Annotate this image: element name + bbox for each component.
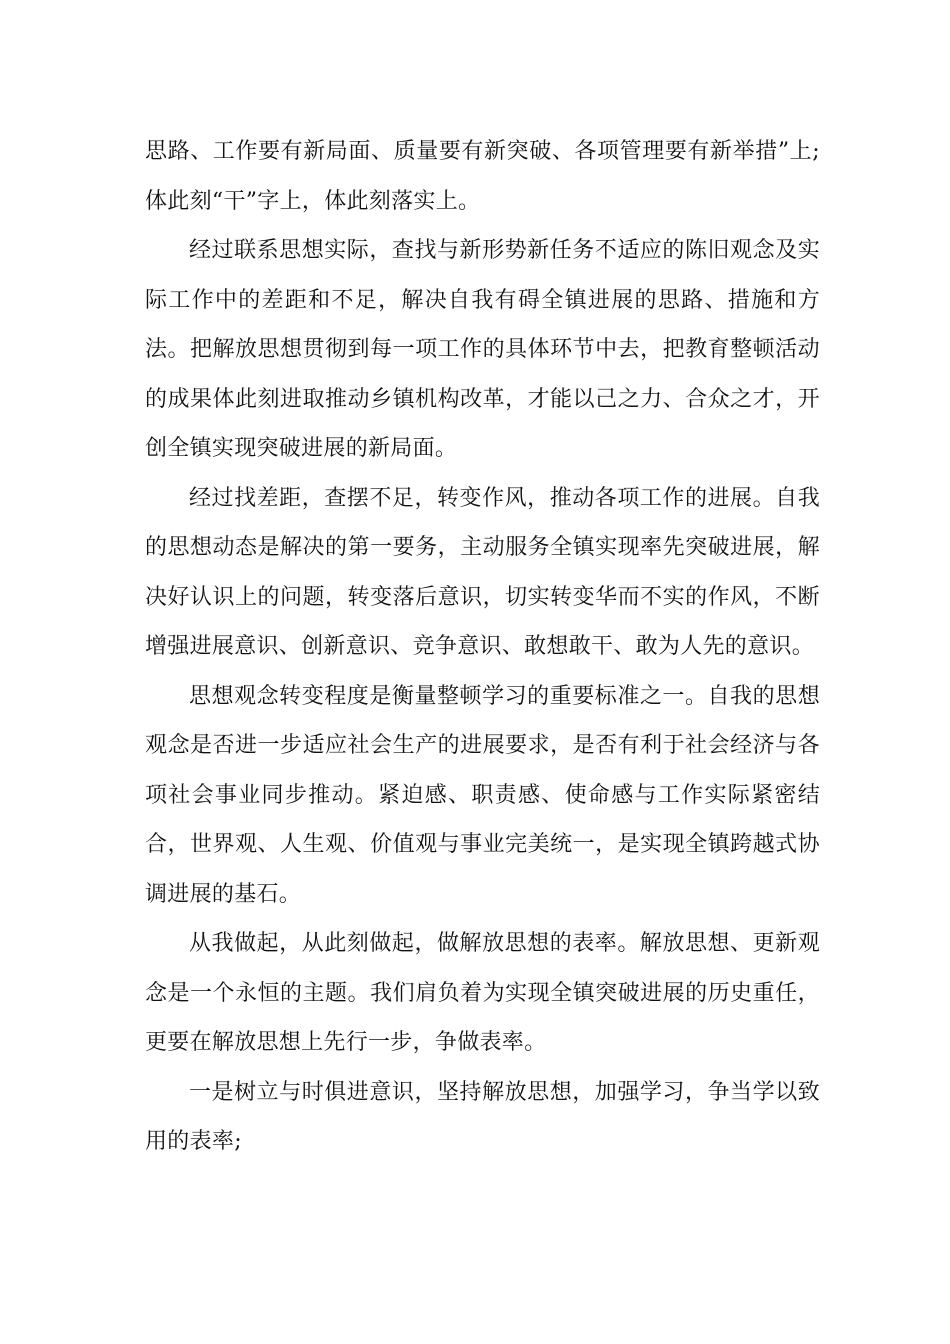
paragraph: 一是树立与时俱进意识，坚持解放思想，加强学习，争当学以致用的表率;: [145, 1079, 820, 1154]
paragraph: 经过联系思想实际，查找与新形势新任务不适应的陈旧观念及实际工作中的差距和不足，解决自我有碍全镇进展的思路、措施和方法。把解放思想贯彻到每一项工作的具体环节中去，把教育整顿活动的成果体此刻进取推动乡镇机构改革，才能以己之力、合众之才，开创全镇实现突破进展的新局面。: [145, 238, 820, 461]
document-body: [145, 127, 820, 1167]
paragraph: 从我做起，从此刻做起，做解放思想的表率。解放思想、更新观念是一个永恒的主题。我们肩负着为实现全镇突破进展的历史重任，更要在解放思想上先行一步，争做表率。: [145, 931, 820, 1055]
paragraph: 思想观念转变程度是衡量整顿学习的重要标准之一。自我的思想观念是否进一步适应社会生产的进展要求，是否有利于社会经济与各项社会事业同步推动。紧迫感、职责感、使命感与工作实际紧密结合，世界观、人生观、价值观与事业完美统一，是实现全镇跨越式协调进展的基石。: [145, 683, 820, 907]
paragraph-continued: 思路、工作要有新局面、质量要有新突破、各项管理要有新举措”上;体此刻“干”字上，体此刻落实上。: [145, 139, 820, 214]
paragraph: 经过找差距，查摆不足，转变作风，推动各项工作的进展。自我的思想动态是解决的第一要务，主动服务全镇实现率先突破进展，解决好认识上的问题，转变落后意识，切实转变华而不实的作风，不断增强进展意识、创新意识、竞争意识、敢想敢干、敢为人先的意识。: [145, 485, 820, 659]
